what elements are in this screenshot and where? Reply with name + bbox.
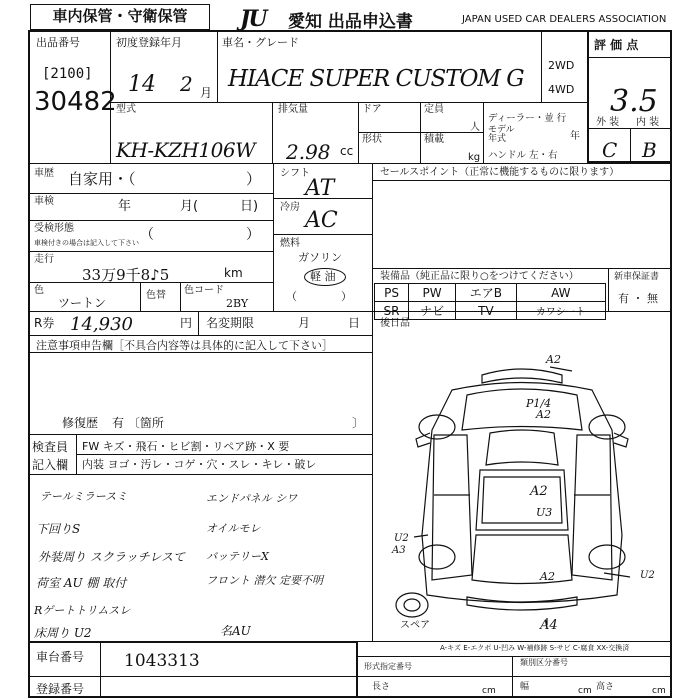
equipment-label: 装備品（純正品に限り○をつけてください） [380,271,579,282]
first-registration-year: 14 [128,72,156,97]
recycle-value: 14,930 [70,314,133,335]
mileage-label: 走行 [34,254,54,265]
load-label: 積載 [424,134,444,145]
rating-label: 評 価 点 [594,38,639,52]
damage-left-front: U2 [394,533,409,544]
model-year-unit: 年 [570,131,580,142]
displacement-label: 排気量 [278,104,308,115]
remark-right-3: バッテリーX [206,550,269,563]
displacement-value: 2.98 [286,140,331,164]
handle-label: ハンドル 左・右 [488,150,558,161]
equip-ps: PS [375,284,409,302]
damage-rear-panel: A2 [540,570,555,583]
height-label: 高さ [596,682,615,692]
shaken-year: 年 [118,199,132,214]
color-value: ツートン [58,296,107,310]
equip-pw: PW [409,284,456,302]
receipt-close: ） [246,227,260,243]
remark-2: 下回りS [36,522,81,536]
inspector-row-exterior: FW キズ・飛石・ヒビ割・リペア跡・X 要 [82,440,290,453]
dealer-label: ディーラー・並 行 [488,113,567,124]
length-unit: cm [482,686,496,696]
model-year-label: モデル 年式 [488,125,515,144]
warranty-label: 新車保証書 [614,272,660,282]
shape-label: 形状 [362,134,382,145]
displacement-unit: cc [340,144,354,158]
equip-tv: TV [456,302,516,320]
association-name-en: JAPAN USED CAR DEALERS ASSOCIATION [462,14,667,25]
remark-right-1: エンドパネル シワ [206,492,298,505]
chassis-value: 1043313 [124,651,200,671]
shift-label: シフト [280,168,310,179]
capacity-unit: 人 [470,122,480,133]
attach-label: 後日品 [380,318,410,329]
width-unit: cm [578,686,592,696]
spec-number-label: 形式指定番号 [364,662,412,671]
remark-right-2: オイルモレ [206,522,261,535]
name-change-label: 名変期限 [206,316,255,330]
model-code-value: KH-KZH106W [116,138,256,162]
rating-exterior: C [602,138,618,162]
mileage-value: 33万9千8♪5 [82,266,170,284]
equip-navi: ナビ [409,302,456,320]
color-type-label: 色替 [146,290,166,301]
damage-top: A2 [546,353,561,366]
equip-leather-seat: カワシート [516,302,605,320]
first-registration-label: 初度登録年月 [116,36,182,49]
shaken-label: 車検 [34,196,54,207]
damage-center: A2 [530,484,548,499]
shaken-month: 月( [180,199,199,214]
form-title: 車内保管・守衛保管 [30,4,210,30]
recycle-label: R券 [34,316,55,330]
shaken-day: 日) [240,199,259,214]
model-code-label: 型式 [116,104,136,115]
sales-point-label: セールスポイント（正常に機能するものに限ります） [380,167,620,178]
vehicle-type-close: ） [246,170,262,188]
receipt-value: （ [140,227,154,243]
model-grade-value: HIACE SUPER CUSTOM G [228,66,524,92]
repair-close: 〕 [352,416,365,430]
type-number-label: 類別区分番号 [520,658,568,667]
aircon-label: 冷房 [280,202,300,213]
remark-right-4: フロント 潜欠 定要不明 [206,574,323,587]
receipt-note: 車検付きの場合は記入して下さい [34,239,139,247]
inspector-fill-label: 記入欄 [32,458,69,472]
inspector-row-interior: 内装 ヨゴ・汚レ・コゲ・穴・スレ・キレ・破レ [82,458,317,471]
name-change-day: 日 [348,316,361,330]
equipment-table [374,283,606,320]
repair-label: 修復歴 [62,416,99,430]
damage-windshield-2: A2 [536,408,551,421]
car-damage-diagram [372,335,672,650]
equip-sr: SR [375,302,409,320]
remark-5: Rゲートトリムスレ [34,604,131,617]
recycle-unit: 円 [180,316,193,330]
damage-windshield: P1/4 [526,397,552,410]
width-label: 幅 [520,682,530,692]
remark-6: 床周り U2 [34,626,92,640]
doors-label: ドア [362,104,382,115]
color-code-value: 2BY [226,297,249,310]
remark-4: 荷室 AU 棚 取付 [36,576,127,590]
damage-rear-label: A4 [540,618,558,633]
damage-left-front-2: A3 [392,545,406,556]
fuel-diesel: 軽 油 [310,270,336,283]
capacity-label: 定員 [424,104,444,115]
notes-label: 注意事項申告欄［不具合内容等は具体的に記入して下さい］ [36,339,333,352]
repair-value: 有 〔箇所 [112,416,164,430]
lot-sub-number: [2100] [42,66,93,82]
rating-score: 3.5 [610,84,658,119]
remark-right-6: 名AU [220,624,251,638]
fuel-gasoline: ガソリン [298,251,342,264]
damage-legend: A-キズ E-エクボ U-凹み W-補修跡 S-サビ C-腐食 XX-交換済 [440,644,630,652]
shift-value: AT [305,176,335,201]
receipt-label: 受検形態 [34,223,74,234]
remark-3: 外装周り スクラッチレスて [38,550,185,564]
rating-interior-label: 内 装 [636,117,660,128]
damage-center-2: U3 [536,506,553,519]
height-unit: cm [652,686,666,696]
association-name-jp: 愛知 出品申込書 [288,12,413,32]
drive-4wd: 4WD [548,83,575,96]
fuel-other: （ ） [286,290,352,303]
first-registration-month: 2 [180,72,193,96]
ju-logo: JU [240,6,266,32]
drive-2wd: 2WD [548,59,575,72]
lot-number: 30482 [34,87,117,117]
length-label: 長さ [372,682,391,692]
remark-1: テールミラースミ [40,490,128,503]
registration-label: 登録番号 [36,682,85,696]
warranty-value: 有 ・ 無 [618,292,658,305]
rating-interior: B [642,138,657,162]
color-label: 色 [34,285,44,296]
inspector-label: 検査員 [32,440,69,454]
chassis-label: 車台番号 [36,650,85,664]
vehicle-type-value: 自家用・（ [68,170,136,188]
spare-label: スペア [400,620,430,631]
equip-airbag: エアB [456,284,516,302]
damage-rear-right: U2 [640,570,655,581]
first-registration-month-unit: 月 [200,86,213,100]
color-code-label: 色コード [184,285,224,296]
model-grade-label: 車名・グレード [222,36,299,49]
fuel-label: 燃料 [280,238,300,249]
mileage-unit: km [224,266,243,280]
aircon-value: AC [305,208,338,233]
equip-aw: AW [516,284,605,302]
lot-number-label: 出品番号 [36,36,80,49]
load-unit: kg [468,152,481,163]
rating-exterior-label: 外 装 [596,117,620,128]
name-change-month: 月 [298,316,311,330]
vehicle-type-label: 車歴 [34,168,54,179]
